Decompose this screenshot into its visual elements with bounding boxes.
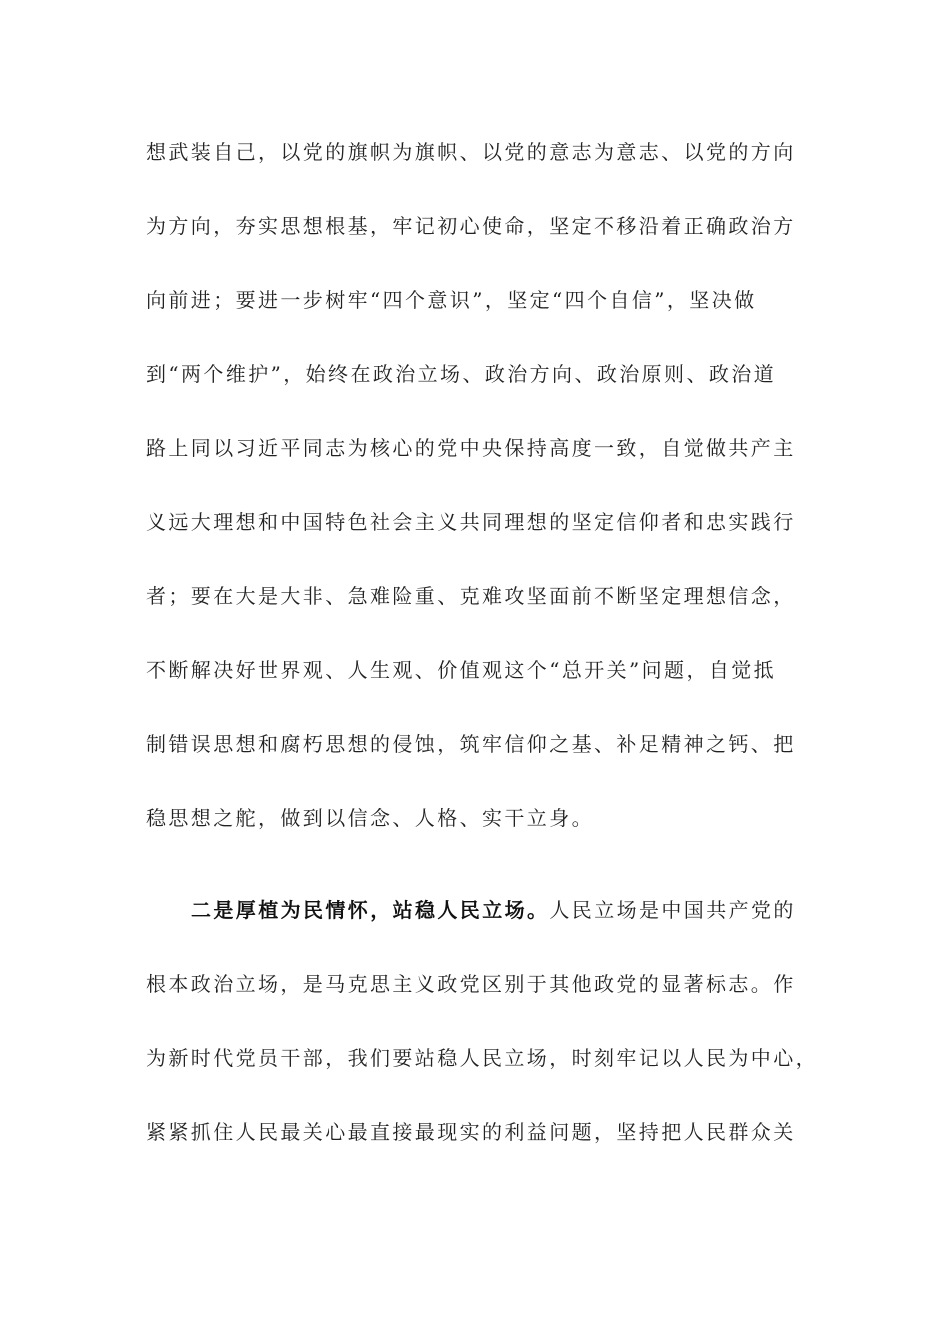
paragraph-line: 义远大理想和中国特色社会主义共同理想的坚定信仰者和忠实践行 [146,510,796,534]
paragraph-line: 路上同以习近平同志为核心的党中央保持高度一致，自觉做共产主 [146,436,796,460]
paragraph-line: 紧紧抓住人民最关心最直接最现实的利益问题，坚持把人民群众关 [146,1120,796,1144]
paragraph-line: 想武装自己，以党的旗帜为旗帜、以党的意志为意志、以党的方向 [146,140,796,164]
paragraph-line: 稳思想之舵，做到以信念、人格、实干立身。 [146,806,594,830]
paragraph-first-line [191,890,836,930]
paragraph-line: 到“两个维护”，始终在政治立场、政治方向、政治原则、政治道 [146,362,777,386]
section-heading: 二是厚植为民情怀，站稳人民立场。 [191,898,550,922]
paragraph-text: 人民立场是中国共产党的 [549,898,796,922]
paragraph-line: 向前进；要进一步树牢“四个意识”，坚定“四个自信”，坚决做 [146,288,757,312]
paragraph-line: 者；要在大是大非、急难险重、克难攻坚面前不断坚定理想信念， [146,584,796,608]
paragraph-line: 制错误思想和腐朽思想的侵蚀，筑牢信仰之基、补足精神之钙、把 [146,732,796,756]
paragraph-line: 为新时代党员干部，我们要站稳人民立场，时刻牢记以人民为中心， [146,1046,818,1070]
paragraph-line: 为方向，夯实思想根基，牢记初心使命，坚定不移沿着正确政治方 [146,214,796,238]
paragraph-line: 根本政治立场，是马克思主义政党区别于其他政党的显著标志。作 [146,972,796,996]
paragraph-line: 不断解决好世界观、人生观、价值观这个“总开关”问题，自觉抵 [146,658,777,682]
